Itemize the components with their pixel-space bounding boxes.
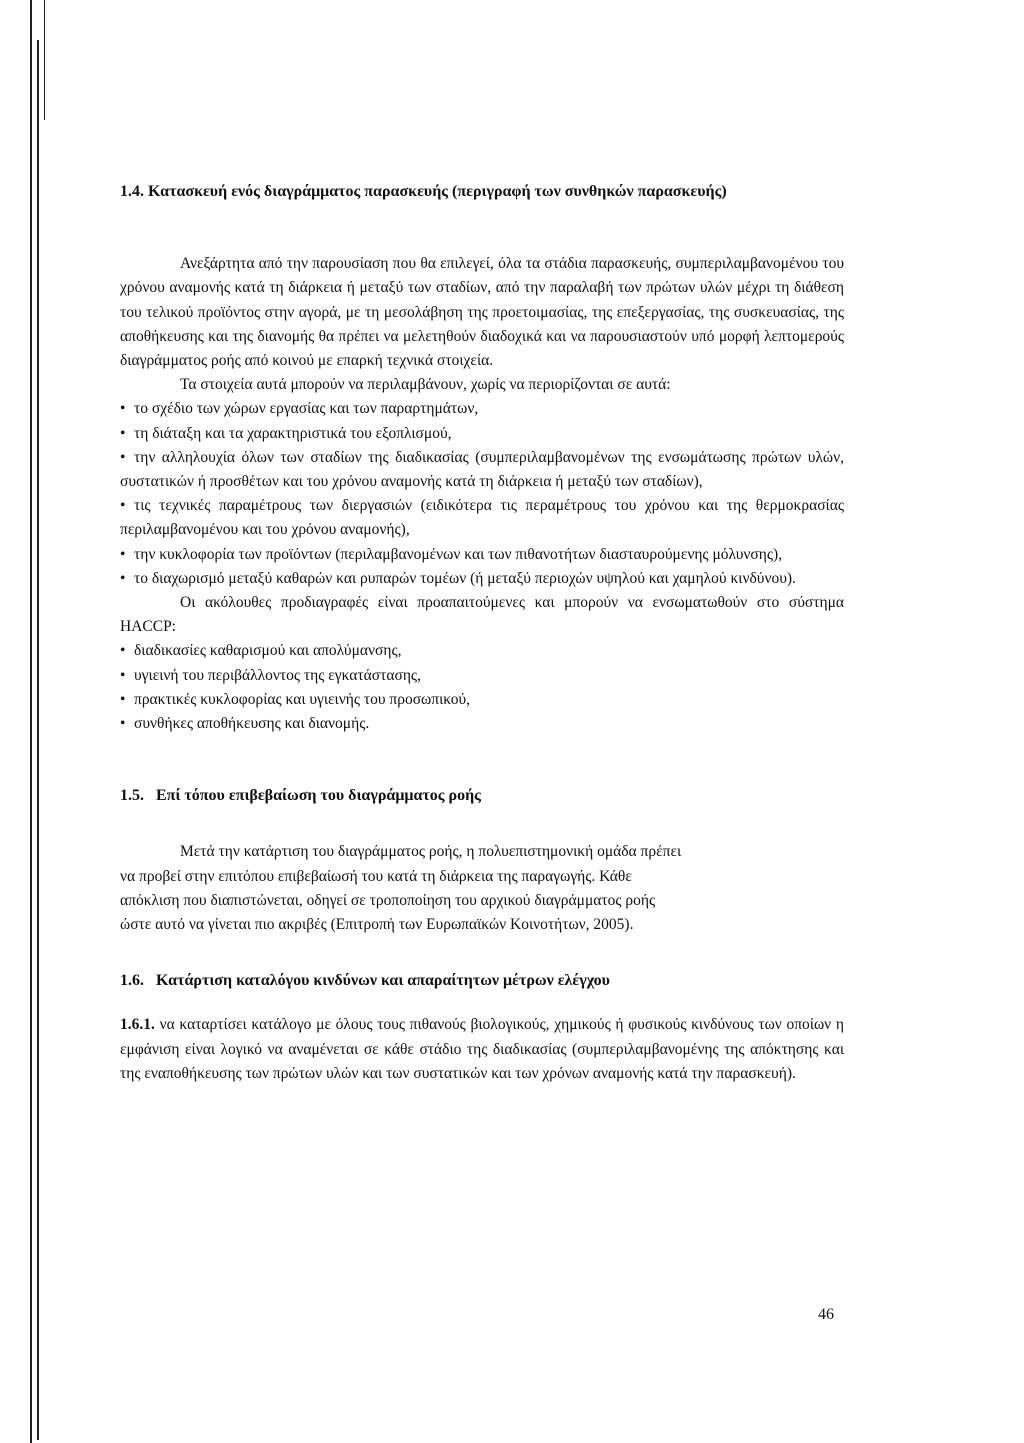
item-1-6-1 bbox=[120, 1013, 844, 1086]
list-item: • το σχέδιο των χώρων εργασίας και των παραρτημάτων, bbox=[120, 400, 479, 418]
list-item: • τη διάταξη και τα χαρακτηριστικά του εξοπλισμού, bbox=[120, 424, 452, 442]
text-line: ώστε αυτό να γίνεται πιο ακριβές (Επιτροπή των Ευρωπαϊκών Κοινοτήτων, 2005). bbox=[120, 916, 634, 934]
text-line: Μετά την κατάρτιση του διαγράμματος ροής, η πολυεπιστημονική ομάδα πρέπει bbox=[180, 843, 682, 861]
prereq-list bbox=[120, 639, 844, 736]
list-item: • πρακτικές κυκλοφορίας και υγιεινής του προσωπικού, bbox=[120, 690, 471, 708]
section-number: 1.6. bbox=[120, 972, 144, 990]
section-heading-1-4: 1.4. Κατασκευή ενός διαγράμματος παρασκευής (περιγραφή των συνθηκών παρασκευής) bbox=[120, 183, 727, 200]
section-title: Κατάρτιση καταλόγου κινδύνων και απαραίτητων μέτρων ελέγχου bbox=[156, 972, 610, 990]
text-line: απόκλιση που διαπιστώνεται, οδηγεί σε τροποποίηση του αρχικού διαγράμματος ροής bbox=[120, 891, 656, 909]
list-item: • διαδικασίες καθαρισμού και απολύμανσης, bbox=[120, 642, 402, 660]
scan-edge-line bbox=[44, 0, 45, 120]
list-item: • υγιεινή του περιβάλλοντος της εγκατάστασης, bbox=[120, 666, 421, 684]
section-heading-1-5 bbox=[120, 784, 844, 808]
list-item: • το διαχωρισμό μεταξύ καθαρών και ρυπαρών τομέων (ή μεταξύ περιοχών υψηλού και χαμηλού κινδύνου). bbox=[120, 569, 796, 587]
text-line: να προβεί στην επιτόπου επιβεβαίωσή του κατά τη διάρκεια της παραγωγής. Κάθε bbox=[120, 867, 632, 885]
document-page bbox=[120, 180, 844, 1086]
item-text: να καταρτίσει κατάλογο με όλους τους πιθανούς βιολογικούς, χημικούς ή φυσικούς κινδύνους των οποίων η εμφάνιση είναι λογικό να αναμένεται σε κάθε στάδιο της διαδικασίας (συμπεριλαμβανομένης της απόκτησης και της εναποθήκευσης των πρώτων υλών και των συστατικών και των χρόνων αναμονής κατά την παρασκευή). bbox=[120, 1016, 844, 1082]
list-item: • την αλληλουχία όλων των σταδίων της διαδικασίας (συμπεριλαμβανομένων της ενσωμάτωσης πρώτων υλών, συστατικών ή προσθέτων και του χρόνου αναμονής κατά τη διάρκεια ή μεταξύ των σταδίων), bbox=[120, 448, 844, 491]
item-number: 1.6.1. bbox=[120, 1016, 155, 1034]
list-item: • συνθήκες αποθήκευσης και διανομής. bbox=[120, 715, 370, 733]
section-title: Επί τόπου επιβεβαίωση του διαγράμματος ροής bbox=[156, 787, 481, 805]
list-item: • τις τεχνικές παραμέτρους των διεργασιών (ειδικότερα τις περαμέτρους του χρόνου και της θερμοκρασίας περιλαμβανομένου και του χρόνου αναμονής), bbox=[120, 497, 844, 539]
section-number: 1.5. bbox=[120, 787, 144, 805]
section-1-5-body bbox=[120, 840, 844, 937]
elements-list bbox=[120, 397, 844, 591]
elements-intro: Τα στοιχεία αυτά μπορούν να περιλαμβάνουν, χωρίς να περιορίζονται σε αυτά: bbox=[180, 376, 671, 394]
scan-edge-line bbox=[30, 0, 32, 1443]
page-number: 46 bbox=[818, 1306, 834, 1323]
scan-edge-line bbox=[37, 40, 39, 1440]
intro-paragraph: Ανεξάρτητα από την παρουσίαση που θα επιλεγεί, όλα τα στάδια παρασκευής, συμπεριλαμβανομένου του χρόνου αναμονής κατά τη διάρκεια ή μεταξύ των σταδίων, από την παραλαβή των πρώτων υλών μέχρι τη διάθεση του τελικού προϊόντος στην αγορά, με τη μεσολάβηση της προετοιμασίας, της επεξεργασίας, της συσκευασίας, της αποθήκευσης και της διανομής θα πρέπει να μελετηθούν διαδοχικά και να παρουσιαστούν υπό μορφή λεπτομερούς διαγράμματος ροής από κοινού με επαρκή τεχνικά στοιχεία. bbox=[120, 255, 844, 370]
list-item: • την κυκλοφορία των προϊόντων (περιλαμβανομένων και των πιθανοτήτων διασταυρούμενης μόλυνσης), bbox=[120, 545, 783, 563]
section-heading-1-6 bbox=[120, 969, 844, 993]
prereq-intro: Οι ακόλουθες προδιαγραφές είναι προαπαιτούμενες και μπορούν να ενσωματωθούν στο σύστημα HACCP: bbox=[120, 594, 844, 636]
